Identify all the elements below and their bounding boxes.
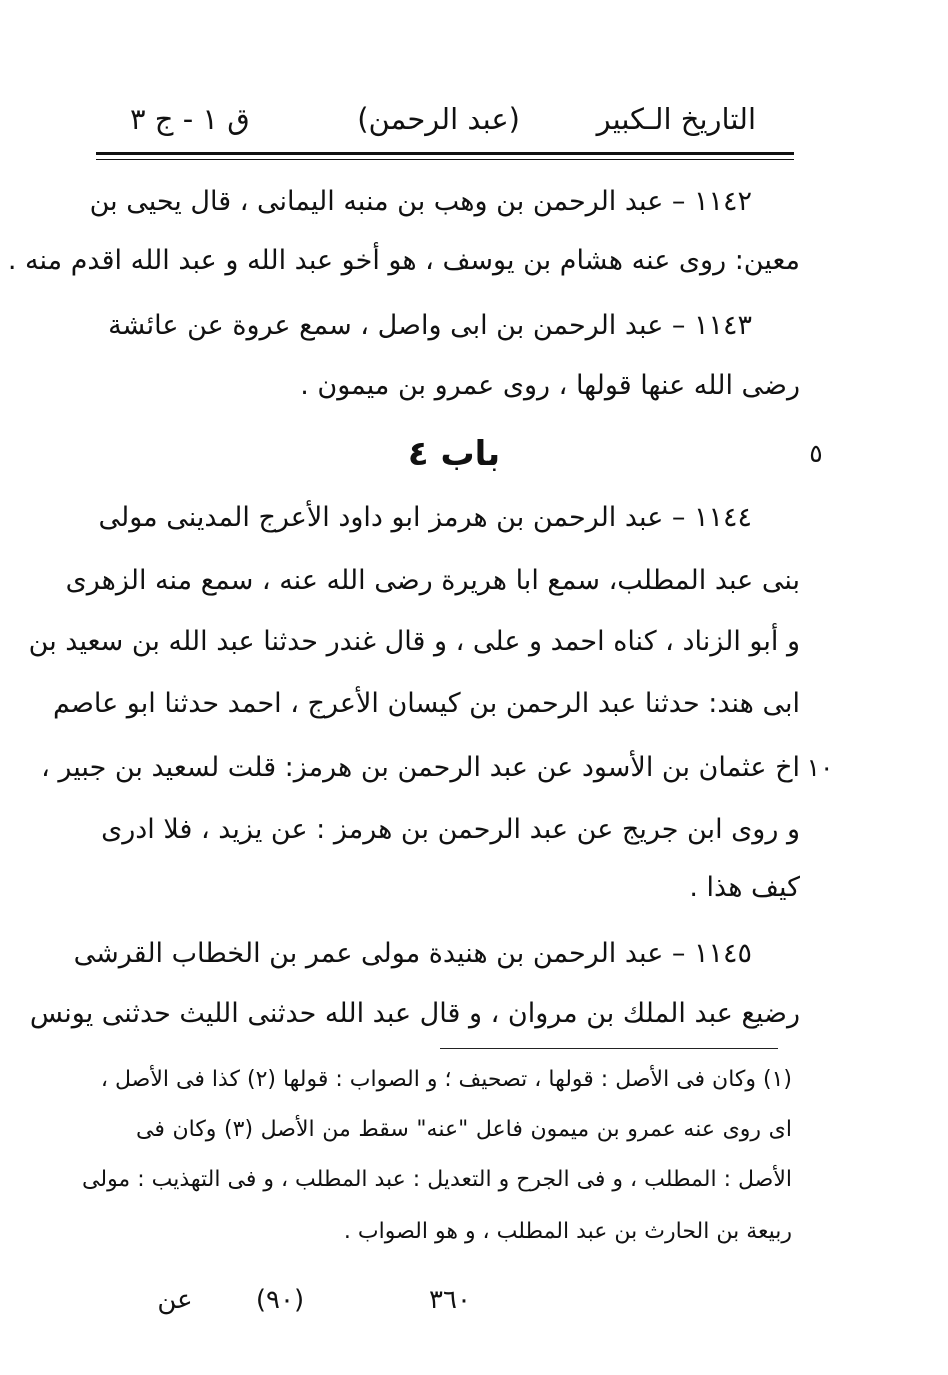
body-line: بنى عبد المطلب، سمع ابا هريرة رضى الله عنه ، سمع منه الزهرى bbox=[65, 565, 800, 596]
body-line: ١١٤٣ – عبد الرحمن بن ابى واصل ، سمع عروة عن عائشة bbox=[108, 310, 752, 341]
footnote-rule bbox=[440, 1048, 778, 1049]
body-line: ١١٤٥ – عبد الرحمن بن هنيدة مولى عمر بن الخطاب القرشى bbox=[73, 938, 752, 969]
footnote-line: ربيعة بن الحارث بن عبد المطلب ، و هو الصواب . bbox=[343, 1219, 792, 1244]
chapter-heading: باب ٤ bbox=[407, 434, 501, 474]
body-line: و روى ابن جريج عن عبد الرحمن بن هرمز : عن يزيد ، فلا ادرى bbox=[101, 814, 800, 845]
body-line: معين: روى عنه هشام بن يوسف ، هو أخو عبد الله و عبد الله اقدم منه . bbox=[7, 245, 800, 276]
body-line: ١١٤٤ – عبد الرحمن بن هرمز ابو داود الأعرج المدينى مولى bbox=[98, 502, 752, 533]
running-volume: ق ١ - ج ٣ bbox=[130, 102, 250, 136]
body-line: اخ عثمان بن الأسود عن عبد الرحمن بن هرمز: قلت لسعيد بن جبير ، bbox=[41, 752, 800, 783]
body-line: رضى الله عنها قولها ، روى عمرو بن ميمون . bbox=[300, 370, 800, 401]
header-rule-thick bbox=[96, 152, 794, 155]
margin-line-number: ١٠ bbox=[806, 753, 834, 782]
margin-line-number: ٥ bbox=[809, 439, 823, 468]
body-line: ١١٤٢ – عبد الرحمن بن وهب بن منبه اليمانى ، قال يحيى بن bbox=[89, 186, 752, 217]
running-section: (عبد الرحمن) bbox=[357, 102, 520, 136]
signature-number: (٩٠) bbox=[255, 1285, 305, 1315]
body-line: و أبو الزناد ، كناه احمد و على ، و قال غندر حدثنا عبد الله بن سعيد بن bbox=[28, 626, 800, 657]
footnote-line: اى روى عنه عمرو بن ميمون فاعل "عنه" سقط من الأصل (٣) وكان فى bbox=[136, 1117, 792, 1142]
body-line: رضيع عبد الملك بن مروان ، و قال عبد الله حدثنى الليث حدثنى يونس bbox=[29, 998, 800, 1029]
running-title: التاريخ الـكبير bbox=[596, 102, 756, 136]
page-number: ٣٦٠ bbox=[429, 1285, 471, 1315]
header-rule-thin bbox=[96, 159, 794, 160]
catchword: عن bbox=[157, 1285, 193, 1315]
footnote-line: الأصل : المطلب ، و فى الجرح و التعديل : عبد المطلب ، و فى التهذيب : مولى bbox=[82, 1167, 792, 1192]
footnote-line: (١) وكان فى الأصل : قولها ، تصحيف ؛ و الصواب : قولها (٢) كذا فى الأصل ، bbox=[100, 1067, 792, 1092]
body-line: كيف هذا . bbox=[689, 872, 800, 903]
body-line: ابى هند: حدثنا عبد الرحمن بن كيسان الأعرج ، احمد حدثنا ابو عاصم bbox=[52, 688, 800, 719]
